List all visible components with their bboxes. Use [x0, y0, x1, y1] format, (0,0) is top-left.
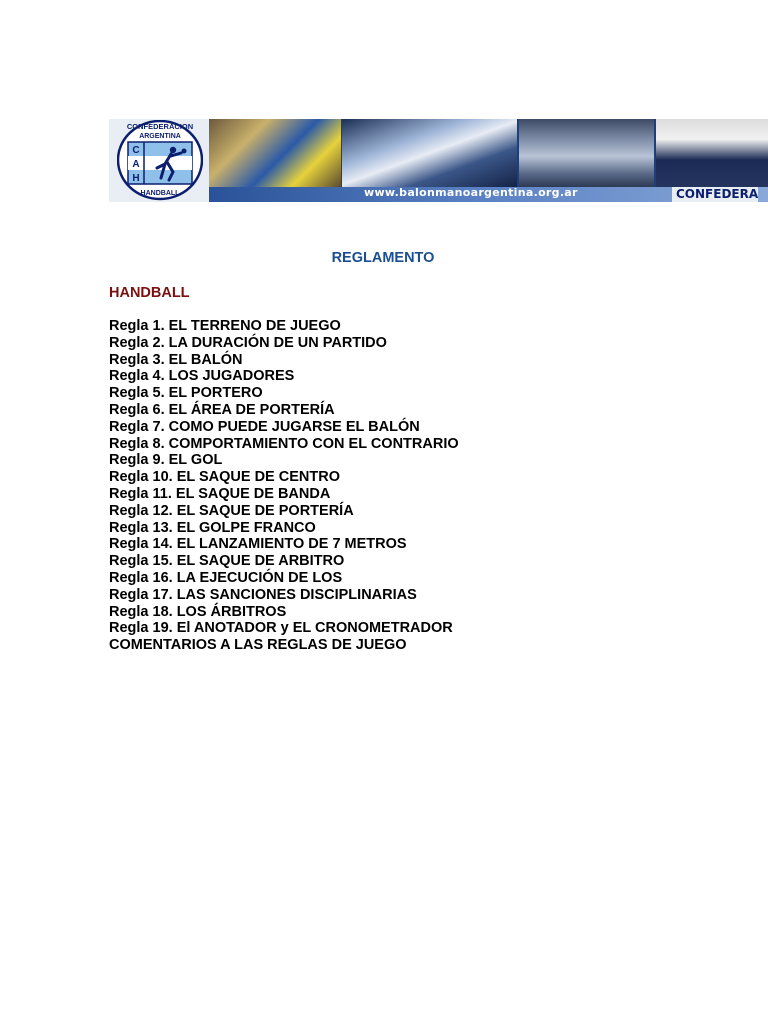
list-item: Regla 16. LA EJECUCIÓN DE LOS: [109, 569, 343, 586]
banner-photo-team: [656, 119, 768, 187]
document-title: [0, 250, 768, 266]
logo-panel: [109, 119, 209, 202]
list-item: Regla 15. EL SAQUE DE ARBITRO: [109, 553, 345, 570]
list-item: Regla 18. LOS ÁRBITROS: [109, 603, 287, 620]
list-item: Regla 14. EL LANZAMIENTO DE 7 METROS: [109, 536, 407, 553]
list-item: Regla 5. EL PORTERO: [109, 385, 263, 402]
logo-top-text: CONFEDERACION: [126, 122, 194, 131]
logo-letter-c: C: [132, 145, 140, 156]
banner-photo-players: [209, 119, 341, 187]
list-item: Regla 2. LA DURACIÓN DE UN PARTIDO: [109, 334, 387, 351]
list-item: Regla 19. El ANOTADOR y EL CRONOMETRADOR: [109, 620, 453, 637]
banner-photo-fans: [342, 119, 517, 187]
list-item: Regla 6. EL ÁREA DE PORTERÍA: [109, 401, 335, 418]
document-title-text: REGLAMENTO: [331, 250, 435, 266]
list-item: COMENTARIOS A LAS REGLAS DE JUEGO: [109, 637, 407, 654]
logo-country-text: ARGENTINA: [139, 133, 181, 140]
banner-url: www.balonmanoargentina.org.ar: [364, 186, 578, 199]
rules-list: [109, 318, 459, 654]
list-item: Regla 13. EL GOLPE FRANCO: [109, 519, 316, 536]
list-item: Regla 4. LOS JUGADORES: [109, 368, 295, 385]
list-item: Regla 7. COMO PUEDE JUGARSE EL BALÓN: [109, 418, 420, 435]
logo-bottom-text: HANDBALL: [140, 190, 180, 197]
list-item: Regla 8. COMPORTAMIENTO CON EL CONTRARIO: [109, 435, 459, 452]
cah-logo-icon: [117, 120, 203, 201]
document-subtitle: HANDBALL: [109, 285, 190, 301]
banner-right-label: CONFEDERA: [672, 187, 758, 202]
list-item: Regla 3. EL BALÓN: [109, 351, 243, 368]
logo-letter-h: H: [132, 173, 140, 184]
list-item: Regla 11. EL SAQUE DE BANDA: [109, 485, 331, 502]
list-item: Regla 9. EL GOL: [109, 452, 223, 469]
logo-letter-a: A: [132, 159, 140, 170]
list-item: Regla 12. EL SAQUE DE PORTERÍA: [109, 502, 354, 519]
list-item: Regla 1. EL TERRENO DE JUEGO: [109, 318, 341, 334]
list-item: Regla 10. EL SAQUE DE CENTRO: [109, 469, 340, 486]
list-item: Regla 17. LAS SANCIONES DISCIPLINARIAS: [109, 586, 417, 603]
header-banner: [109, 119, 768, 202]
banner-photo-stadium: [519, 119, 654, 187]
